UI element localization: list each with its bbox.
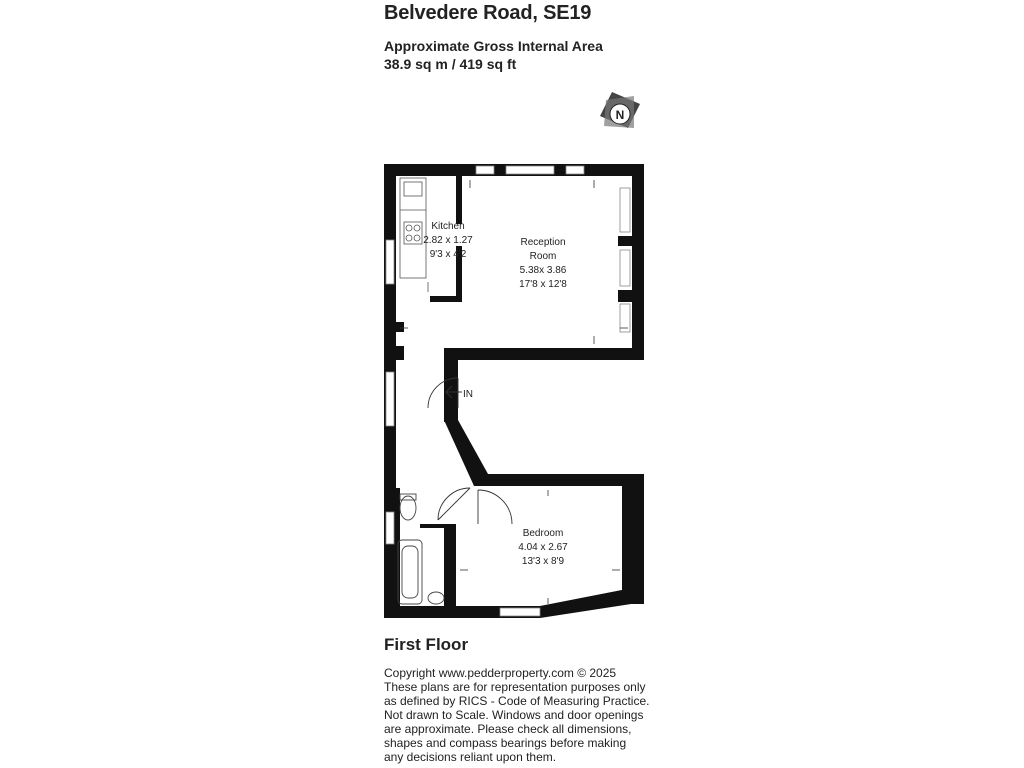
kitchen-imperial: 9'3 x 4'2 (429, 249, 467, 260)
disclaimer-line: These plans are for representation purposes only (384, 680, 646, 694)
disclaimer-line: any decisions reliant upon them. (384, 750, 557, 764)
entrance-label: IN (463, 389, 473, 400)
disclaimer-line: as defined by RICS - Code of Measuring Practice. (384, 694, 650, 708)
disclaimer-line: Not drawn to Scale. Windows and door openings (384, 708, 644, 722)
floor-label: First Floor (384, 635, 469, 654)
reception-name: Reception (520, 237, 566, 248)
compass-label: N (615, 108, 625, 122)
bathroom-fittings (398, 494, 444, 604)
area-value: 38.9 sq m / 419 sq ft (384, 56, 517, 72)
reception-name-2: Room (529, 251, 557, 262)
reception-metric: 5.38x 3.86 (519, 265, 567, 276)
disclaimer-line: are approximate. Please check all dimensions, (384, 722, 632, 736)
reception-imperial: 17'8 x 12'8 (519, 279, 567, 290)
disclaimer-line: Copyright www.pedderproperty.com © 2025 (384, 666, 617, 680)
disclaimer-line: shapes and compass bearings before making (384, 736, 627, 750)
bedroom-imperial: 13'3 x 8'9 (521, 556, 565, 567)
compass-icon (600, 92, 640, 128)
bedroom-name: Bedroom (522, 528, 564, 539)
walls (384, 164, 644, 618)
kitchen-metric: 2.82 x 1.27 (423, 235, 473, 246)
area-label: Approximate Gross Internal Area (384, 38, 603, 54)
kitchen-name: Kitchen (431, 221, 465, 232)
property-title: Belvedere Road, SE19 (384, 2, 592, 24)
windows (386, 166, 630, 616)
disclaimer (384, 666, 650, 764)
bedroom-metric: 4.04 x 2.67 (518, 542, 568, 553)
